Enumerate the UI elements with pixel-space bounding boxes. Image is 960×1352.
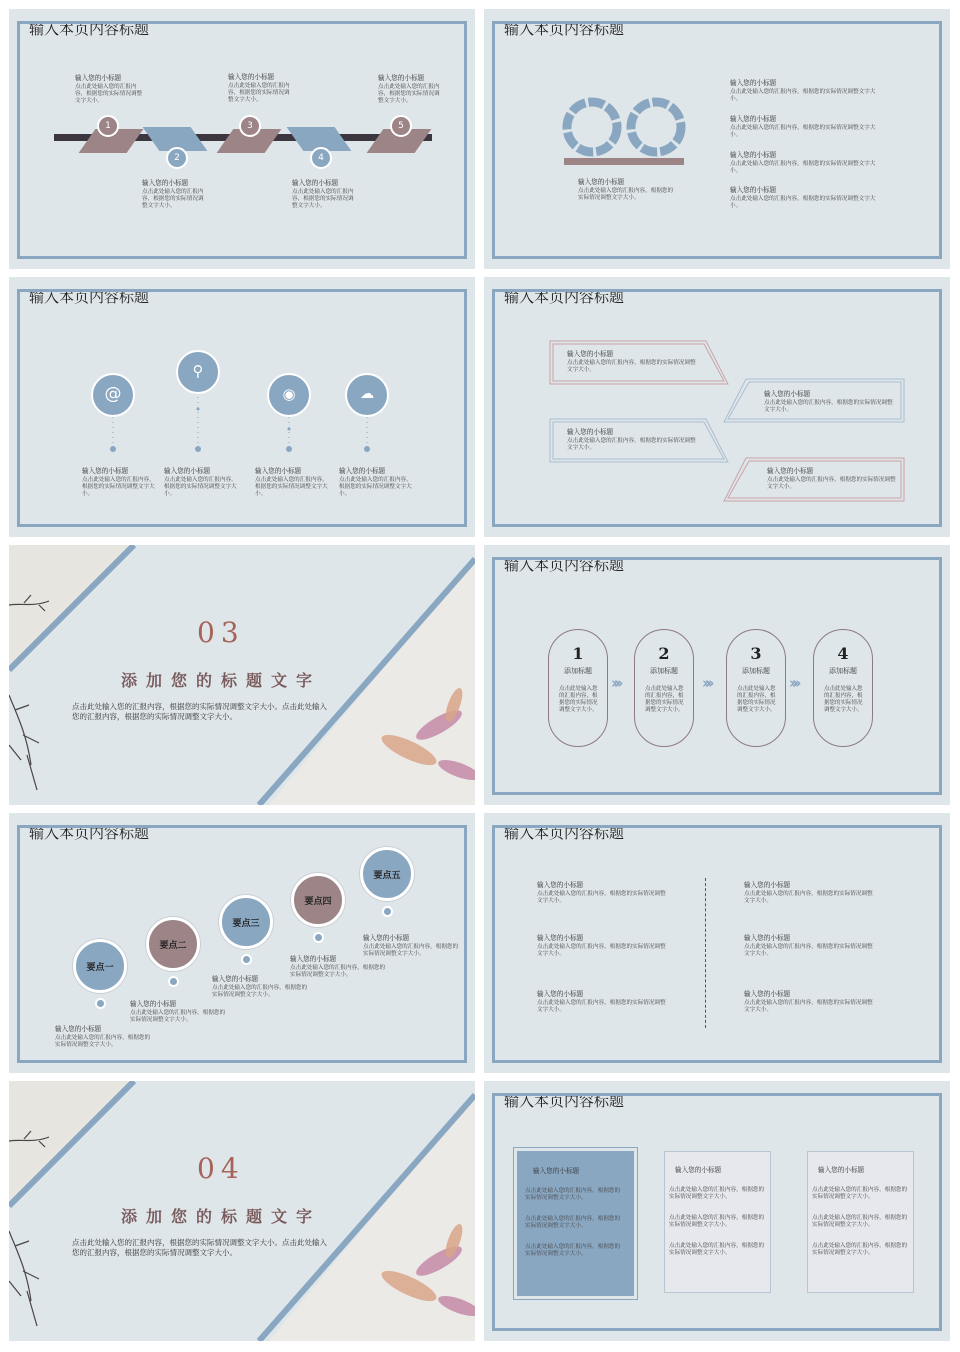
section-title: 添加您的标题文字 (121, 1207, 322, 1226)
chevron-right-icon: »» (702, 674, 708, 692)
body-text: 点击此处输入您的汇报内容，根据您的实际情况调整文字大小。 (744, 944, 873, 957)
body-text: 点击此处输入您的汇报内容，根据您的实际情况调整文字大小。 (669, 1243, 765, 1256)
step-label: 添加标题 (650, 667, 678, 675)
info-card-1 (514, 1148, 637, 1299)
body-text: 点击此处输入您的汇报内容，根据您的实际情况调整文字大小。 (669, 1215, 765, 1228)
body-text: 点击此处输入您的汇报内容，根据您的实际情况调整文字大小。 (339, 477, 412, 497)
subtitle: 输入您的小标题 (567, 350, 614, 358)
body-text: 点击此处输入您的汇报内容，根据您的实际情况调整文字大小。 (730, 89, 876, 102)
column-divider (705, 878, 706, 1028)
body-text: 点击此处输入您的汇报内容，根据您的实际情况调整文字大小。 (669, 1187, 765, 1200)
step-text: 点击此处输入您的汇报内容，根据您的实际情况调整文字大小。 (645, 686, 684, 713)
body-text: 点击此处输入您的汇报内容，根据您的实际情况调整文字大小。 (730, 125, 876, 138)
step-number-2: 2 (166, 147, 188, 169)
slide-2[interactable] (484, 9, 950, 269)
subtitle: 输入您的小标题 (339, 467, 386, 475)
step-number: 4 (837, 644, 849, 663)
subtitle: 输入您的小标题 (537, 990, 584, 998)
info-card-3 (807, 1151, 914, 1293)
section-number: 04 (197, 1152, 245, 1185)
subtitle: 输入您的小标题 (730, 186, 777, 194)
step-number: 1 (572, 644, 584, 663)
slide-10[interactable] (484, 1081, 950, 1341)
subtitle: 输入您的小标题 (537, 934, 584, 942)
key-point-1: 要点一 (73, 939, 127, 993)
body-text: 点击此处输入您的汇报内容，根据您的实际情况调整文字大小。 (255, 477, 328, 497)
page-title: 输入本页内容标题 (504, 1092, 625, 1110)
body-text: 点击此处输入您的汇报内容，根据您的实际情况调整文字大小。 (744, 891, 873, 904)
page-title: 输入本页内容标题 (29, 20, 150, 38)
body-text: 点击此处输入您的汇报内容，根据您的实际情况调整文字大小。 (525, 1188, 621, 1201)
body-text: 点击此处输入您的汇报内容，根据您的实际情况调整文字大小。 (744, 1000, 873, 1013)
section-description: 点击此处输入您的汇报内容，根据您的实际情况调整文字大小。点击此处输入您的汇报内容，根据您的实际情况调整文字大小。 (72, 1238, 327, 1257)
subtitle: 输入您的小标题 (675, 1166, 722, 1174)
body-text: 点击此处输入您的汇报内容，根据您的实际情况调整文字大小。 (130, 1010, 226, 1023)
slide-6[interactable] (484, 545, 950, 805)
info-card-2 (664, 1151, 771, 1293)
subtitle: 输入您的小标题 (744, 934, 791, 942)
page-title: 输入本页内容标题 (504, 824, 625, 842)
body-text: 点击此处输入您的汇报内容，根据您的实际情况调整文字大小。 (767, 477, 896, 490)
subtitle: 输入您的小标题 (212, 975, 259, 983)
subtitle: 输入您的小标题 (744, 881, 791, 889)
subtitle: 输入您的小标题 (567, 428, 614, 436)
page-title: 输入本页内容标题 (504, 556, 625, 574)
subtitle: 输入您的小标题 (164, 467, 211, 475)
subtitle: 输入您的小标题 (290, 955, 337, 963)
body-text: 点击此处输入您的汇报内容，根据您的实际情况调整文字大小。 (378, 84, 440, 104)
step-text: 点击此处输入您的汇报内容，根据您的实际情况调整文字大小。 (824, 686, 863, 713)
slide-7[interactable] (9, 813, 475, 1073)
key-point-5: 要点五 (360, 847, 414, 901)
pin-dot (382, 906, 393, 917)
body-text: 点击此处输入您的汇报内容，根据您的实际情况调整文字大小。 (730, 196, 876, 209)
subtitle: 输入您的小标题 (55, 1025, 102, 1033)
subtitle: 输入您的小标题 (818, 1166, 865, 1174)
subtitle: 输入您的小标题 (730, 115, 777, 123)
body-text: 点击此处输入您的汇报内容，根据您的实际情况调整文字大小。 (363, 944, 459, 957)
section-number: 03 (197, 616, 245, 649)
section-title: 添加您的标题文字 (121, 671, 322, 690)
at-icon: @ (104, 384, 122, 404)
subtitle: 输入您的小标题 (578, 178, 625, 186)
body-text: 点击此处输入您的汇报内容，根据您的实际情况调整文字大小。 (292, 189, 354, 209)
page-title: 输入本页内容标题 (29, 824, 150, 842)
step-number-5: 5 (390, 115, 412, 137)
body-text: 点击此处输入您的汇报内容，根据您的实际情况调整文字大小。 (142, 189, 204, 209)
step-number: 2 (658, 644, 670, 663)
step-text: 点击此处输入您的汇报内容，根据您的实际情况调整文字大小。 (737, 686, 776, 713)
step-card-3 (726, 629, 786, 747)
key-point-2: 要点二 (146, 917, 200, 971)
step-number: 3 (750, 644, 762, 663)
body-text: 点击此处输入您的汇报内容，根据您的实际情况调整文字大小。 (228, 83, 290, 103)
weibo-icon: ◉ (282, 385, 296, 403)
body-text: 点击此处输入您的汇报内容，根据您的实际情况调整文字大小。 (82, 477, 155, 497)
subtitle: 输入您的小标题 (75, 74, 122, 82)
step-number-3: 3 (239, 115, 261, 137)
body-text: 点击此处输入您的汇报内容，根据您的实际情况调整文字大小。 (537, 1000, 666, 1013)
chevron-right-icon: »» (611, 674, 617, 692)
subtitle: 输入您的小标题 (82, 467, 129, 475)
step-card-4 (813, 629, 873, 747)
page-title: 输入本页内容标题 (504, 288, 625, 306)
body-text: 点击此处输入您的汇报内容，根据您的实际情况调整文字大小。 (812, 1215, 908, 1228)
body-text: 点击此处输入您的汇报内容，根据您的实际情况调整文字大小。 (537, 891, 666, 904)
body-text: 点击此处输入您的汇报内容，根据您的实际情况调整文字大小。 (525, 1216, 621, 1229)
infinity-loop-graphic (554, 91, 694, 173)
body-text: 点击此处输入您的汇报内容，根据您的实际情况调整文字大小。 (812, 1187, 908, 1200)
pin-dot (95, 998, 106, 1009)
page-title: 输入本页内容标题 (504, 20, 625, 38)
step-card-1 (548, 629, 608, 747)
search-icon: ⚲ (192, 362, 204, 380)
step-number-4: 4 (310, 147, 332, 169)
subtitle: 输入您的小标题 (730, 79, 777, 87)
wechat-icon: ☁ (360, 386, 374, 402)
subtitle: 输入您的小标题 (255, 467, 302, 475)
body-text: 点击此处输入您的汇报内容，根据您的实际情况调整文字大小。 (567, 438, 696, 451)
step-number-1: 1 (97, 115, 119, 137)
body-text: 点击此处输入您的汇报内容，根据您的实际情况调整文字大小。 (578, 188, 674, 201)
body-text: 点击此处输入您的汇报内容，根据您的实际情况调整文字大小。 (75, 84, 143, 104)
slide-4[interactable] (484, 277, 950, 537)
slide-8[interactable] (484, 813, 950, 1073)
body-text: 点击此处输入您的汇报内容，根据您的实际情况调整文字大小。 (212, 985, 308, 998)
body-text: 点击此处输入您的汇报内容，根据您的实际情况调整文字大小。 (55, 1035, 151, 1048)
subtitle: 输入您的小标题 (130, 1000, 177, 1008)
step-label: 添加标题 (742, 667, 770, 675)
slide-3[interactable] (9, 277, 475, 537)
subtitle: 输入您的小标题 (767, 467, 814, 475)
page-title: 输入本页内容标题 (29, 288, 150, 306)
subtitle: 输入您的小标题 (378, 74, 425, 82)
pin-dot (241, 954, 252, 965)
section-description: 点击此处输入您的汇报内容，根据您的实际情况调整文字大小。点击此处输入您的汇报内容，根据您的实际情况调整文字大小。 (72, 702, 327, 721)
subtitle: 输入您的小标题 (292, 179, 339, 187)
body-text: 点击此处输入您的汇报内容，根据您的实际情况调整文字大小。 (567, 360, 696, 373)
step-text: 点击此处输入您的汇报内容，根据您的实际情况调整文字大小。 (559, 686, 598, 713)
body-text: 点击此处输入您的汇报内容，根据您的实际情况调整文字大小。 (525, 1244, 621, 1257)
step-card-2 (634, 629, 694, 747)
slide-1[interactable] (9, 9, 475, 269)
subtitle: 输入您的小标题 (142, 179, 189, 187)
subtitle: 输入您的小标题 (537, 881, 584, 889)
slide-9-section-cover[interactable] (9, 1081, 475, 1341)
icon-stems-graphic (9, 277, 475, 537)
pin-dot (313, 932, 324, 943)
chevron-right-icon: »» (789, 674, 795, 692)
key-point-4: 要点四 (291, 873, 345, 927)
subtitle: 输入您的小标题 (228, 73, 275, 81)
body-text: 点击此处输入您的汇报内容，根据您的实际情况调整文字大小。 (164, 477, 237, 497)
subtitle: 输入您的小标题 (744, 990, 791, 998)
step-label: 添加标题 (564, 667, 592, 675)
body-text: 点击此处输入您的汇报内容，根据您的实际情况调整文字大小。 (730, 161, 876, 174)
pin-dot (168, 976, 179, 987)
subtitle: 输入您的小标题 (363, 934, 410, 942)
step-label: 添加标题 (829, 667, 857, 675)
key-point-3: 要点三 (219, 895, 273, 949)
subtitle: 输入您的小标题 (764, 390, 811, 398)
subtitle: 输入您的小标题 (730, 151, 777, 159)
subtitle: 输入您的小标题 (533, 1167, 580, 1175)
slide-5-section-cover[interactable] (9, 545, 475, 805)
body-text: 点击此处输入您的汇报内容，根据您的实际情况调整文字大小。 (290, 965, 386, 978)
body-text: 点击此处输入您的汇报内容，根据您的实际情况调整文字大小。 (764, 400, 893, 413)
body-text: 点击此处输入您的汇报内容，根据您的实际情况调整文字大小。 (537, 944, 666, 957)
body-text: 点击此处输入您的汇报内容，根据您的实际情况调整文字大小。 (812, 1243, 908, 1256)
